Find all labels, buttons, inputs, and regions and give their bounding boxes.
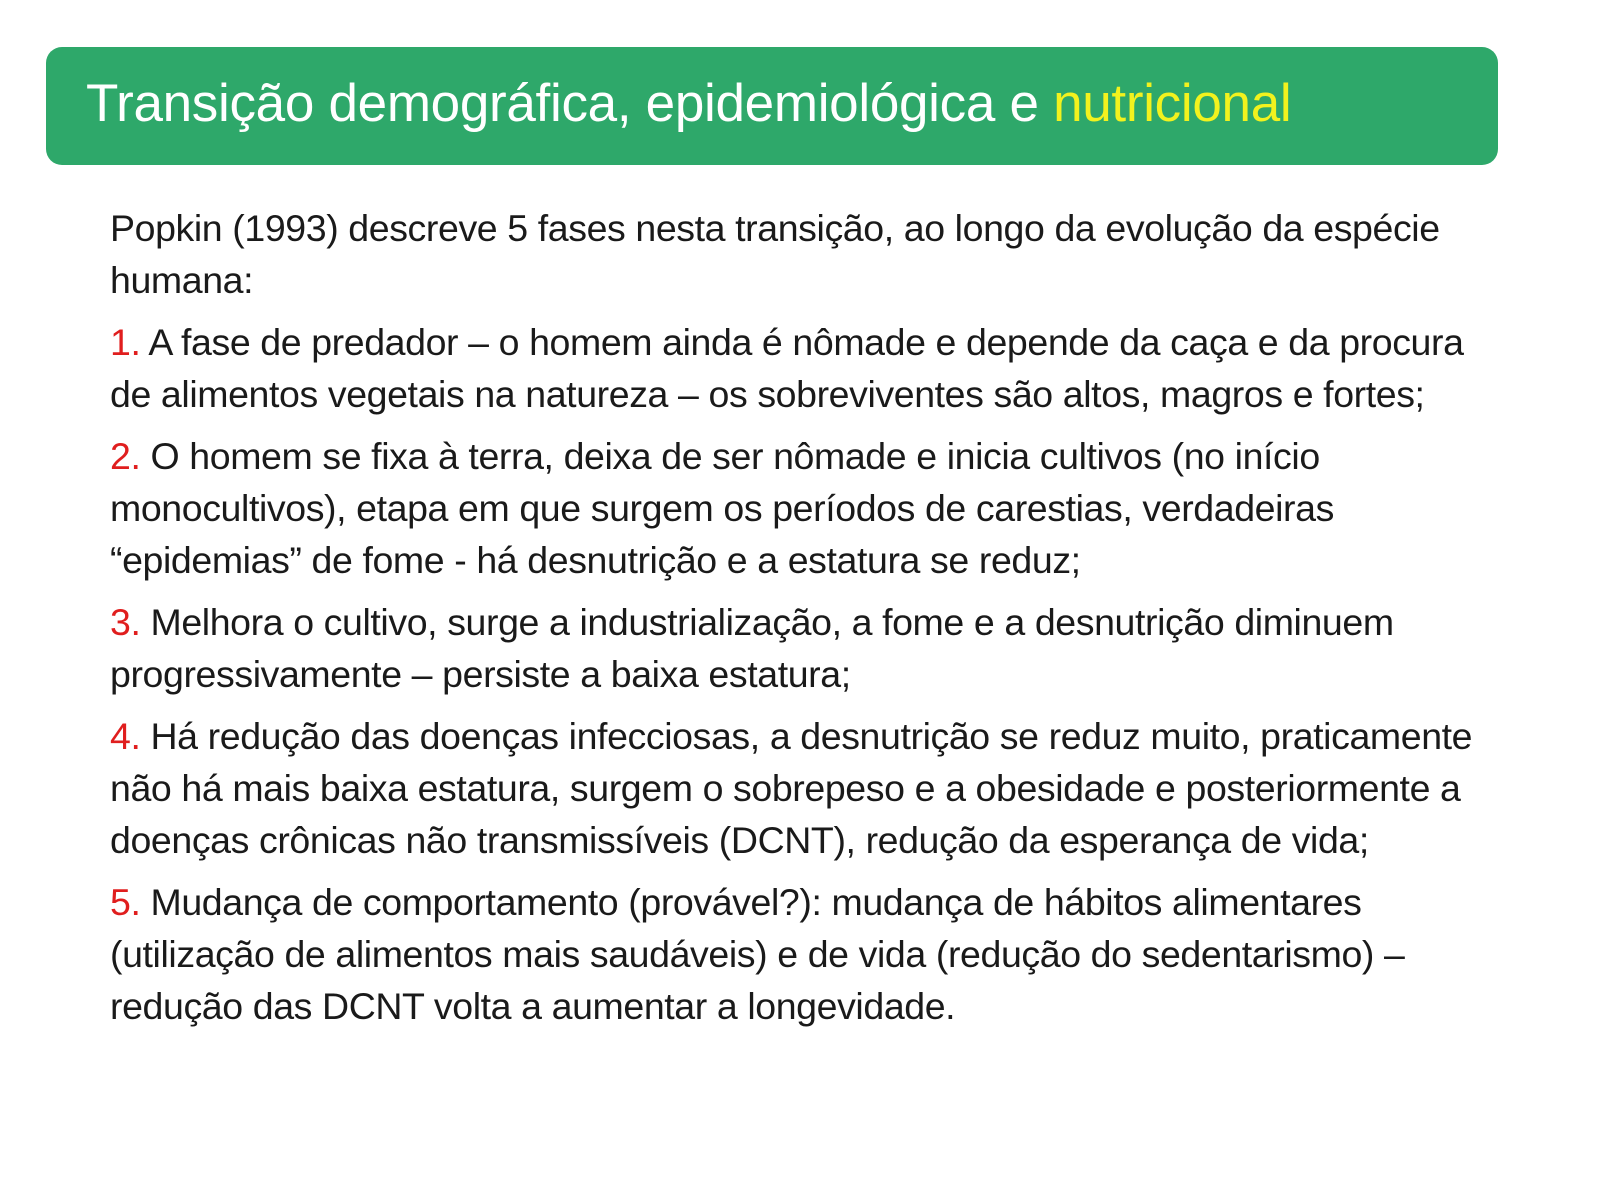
phase-item-4 — [110, 710, 1505, 866]
phase-number: 1. — [110, 321, 141, 363]
phase-text: O homem se fixa à terra, deixa de ser nômade e inicia cultivos (no início monocultivos), etapa em que surgem os períodos de carestias, verdadeiras “epidemias” de fome - há desnutrição e a estatura se reduz; — [110, 435, 1334, 581]
slide-title-highlight: nutricional — [1053, 74, 1292, 133]
phase-text: Há redução das doenças infecciosas, a desnutrição se reduz muito, praticamente não há mais baixa estatura, surgem o sobrepeso e a obesidade e posteriormente a doenças crônicas não transmissíveis (DCNT), redução da esperança de vida; — [110, 715, 1473, 861]
slide-title — [86, 72, 1291, 136]
phase-item-3 — [110, 596, 1505, 700]
title-banner — [46, 47, 1498, 165]
phase-number: 4. — [110, 715, 141, 757]
phase-number: 3. — [110, 601, 141, 643]
intro-paragraph: Popkin (1993) descreve 5 fases nesta transição, ao longo da evolução da espécie humana: — [110, 207, 1440, 301]
phase-text: Mudança de comportamento (provável?): mudança de hábitos alimentares (utilização de alimentos mais saudáveis) e de vida (redução do sedentarismo) – redução das DCNT volta a aumentar a longevidade. — [110, 881, 1405, 1027]
phase-number: 2. — [110, 435, 141, 477]
slide-body — [110, 202, 1505, 1042]
phase-item-1 — [110, 316, 1505, 420]
phase-text: Melhora o cultivo, surge a industrialização, a fome e a desnutrição diminuem progressivamente – persiste a baixa estatura; — [110, 601, 1394, 695]
phase-item-2 — [110, 430, 1505, 586]
phase-item-5 — [110, 876, 1505, 1032]
phase-text: A fase de predador – o homem ainda é nômade e depende da caça e da procura de alimentos vegetais na natureza – os sobreviventes são altos, magros e fortes; — [110, 321, 1464, 415]
slide-title-main: Transição demográfica, epidemiológica e — [86, 74, 1054, 133]
phase-number: 5. — [110, 881, 141, 923]
